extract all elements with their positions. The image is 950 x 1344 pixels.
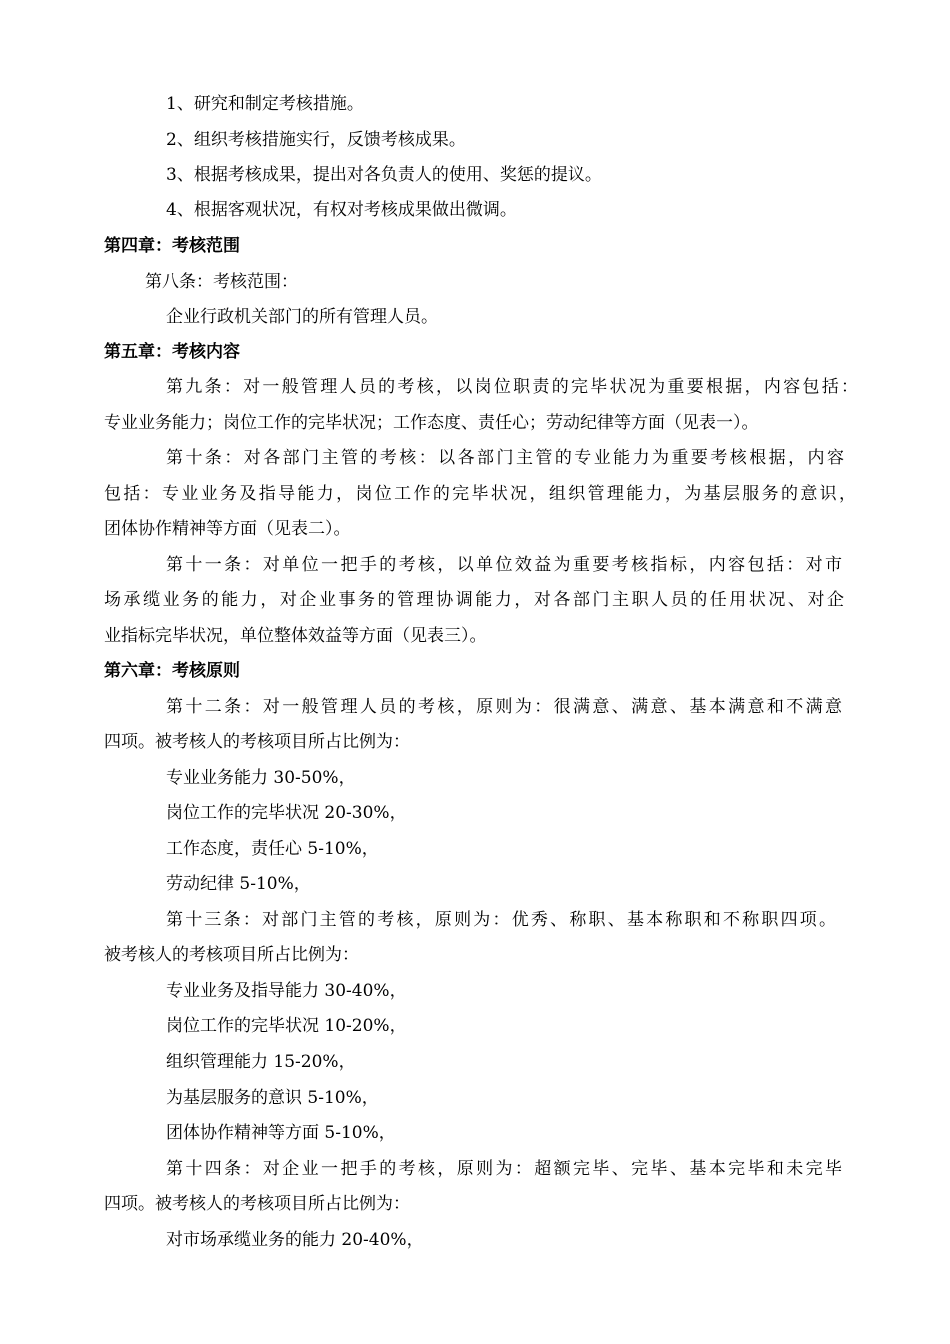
duty-item-4: 4、根据客观状况，有权对考核成果做出微调。 (166, 200, 517, 220)
article-11-line-3: 业指标完毕状况，单位整体效益等方面（见表三）。 (104, 626, 487, 646)
ratio-item: 岗位工作的完毕状况 20-30%， (166, 803, 407, 823)
chapter-heading-5: 第五章：考核内容 (104, 342, 240, 362)
ratio-item: 组织管理能力 15-20%， (166, 1052, 356, 1072)
ratio-item: 专业业务能力 30-50%， (166, 768, 356, 788)
article-14-line-1: 第十四条：对企业一把手的考核，原则为：超额完毕、完毕、基本完毕和未完毕 (166, 1159, 842, 1179)
article-9-line-1: 第九条：对一般管理人员的考核，以岗位职责的完毕状况为重要根据，内容包括： (166, 377, 858, 397)
article-12-line-2: 四项。被考核人的考核项目所占比例为： (104, 732, 410, 752)
article-9-line-2: 专业业务能力；岗位工作的完毕状况；工作态度、责任心；劳动纪律等方面（见表一）。 (104, 413, 759, 433)
ratio-item: 岗位工作的完毕状况 10-20%， (166, 1016, 407, 1036)
article-10-line-1: 第十条：对各部门主管的考核：以各部门主管的专业能力为重要考核根据，内容 (166, 448, 844, 468)
duty-item-3: 3、根据考核成果，提出对各负责人的使用、奖惩的提议。 (166, 165, 602, 185)
article-11-line-1: 第十一条：对单位一把手的考核，以单位效益为重要考核指标，内容包括：对市 (166, 555, 842, 575)
duty-item-1: 1、研究和制定考核措施。 (166, 94, 364, 114)
article-13-line-1: 第十三条：对部门主管的考核，原则为：优秀、称职、基本称职和不称职四项。 (166, 910, 836, 930)
article-10-line-3: 团体协作精神等方面（见表二）。 (104, 519, 351, 539)
ratio-item: 工作态度，责任心 5-10%， (166, 839, 379, 859)
ratio-item: 劳动纪律 5-10%， (166, 874, 311, 894)
ratio-item: 专业业务及指导能力 30-40%， (166, 981, 407, 1001)
ratio-item: 对市场承缆业务的能力 20-40%， (166, 1230, 424, 1250)
article-14-line-2: 四项。被考核人的考核项目所占比例为： (104, 1194, 410, 1214)
article-12-line-1: 第十二条：对一般管理人员的考核，原则为：很满意、满意、基本满意和不满意 (166, 697, 842, 717)
chapter-heading-6: 第六章：考核原则 (104, 661, 240, 681)
chapter-heading-4: 第四章：考核范围 (104, 236, 240, 256)
article-8-title: 第八条：考核范围： (145, 272, 298, 292)
article-13-line-2: 被考核人的考核项目所占比例为： (104, 945, 359, 965)
article-10-line-2: 包括：专业业务及指导能力，岗位工作的完毕状况，组织管理能力，为基层服务的意识， (104, 484, 856, 504)
ratio-item: 为基层服务的意识 5-10%， (166, 1088, 379, 1108)
ratio-item: 团体协作精神等方面 5-10%， (166, 1123, 396, 1143)
article-11-line-2: 场承缆业务的能力，对企业事务的管理协调能力，对各部门主职人员的任用状况、对企 (104, 590, 844, 610)
article-8-body: 企业行政机关部门的所有管理人员。 (166, 307, 438, 327)
duty-item-2: 2、组织考核措施实行，反馈考核成果。 (166, 130, 466, 150)
